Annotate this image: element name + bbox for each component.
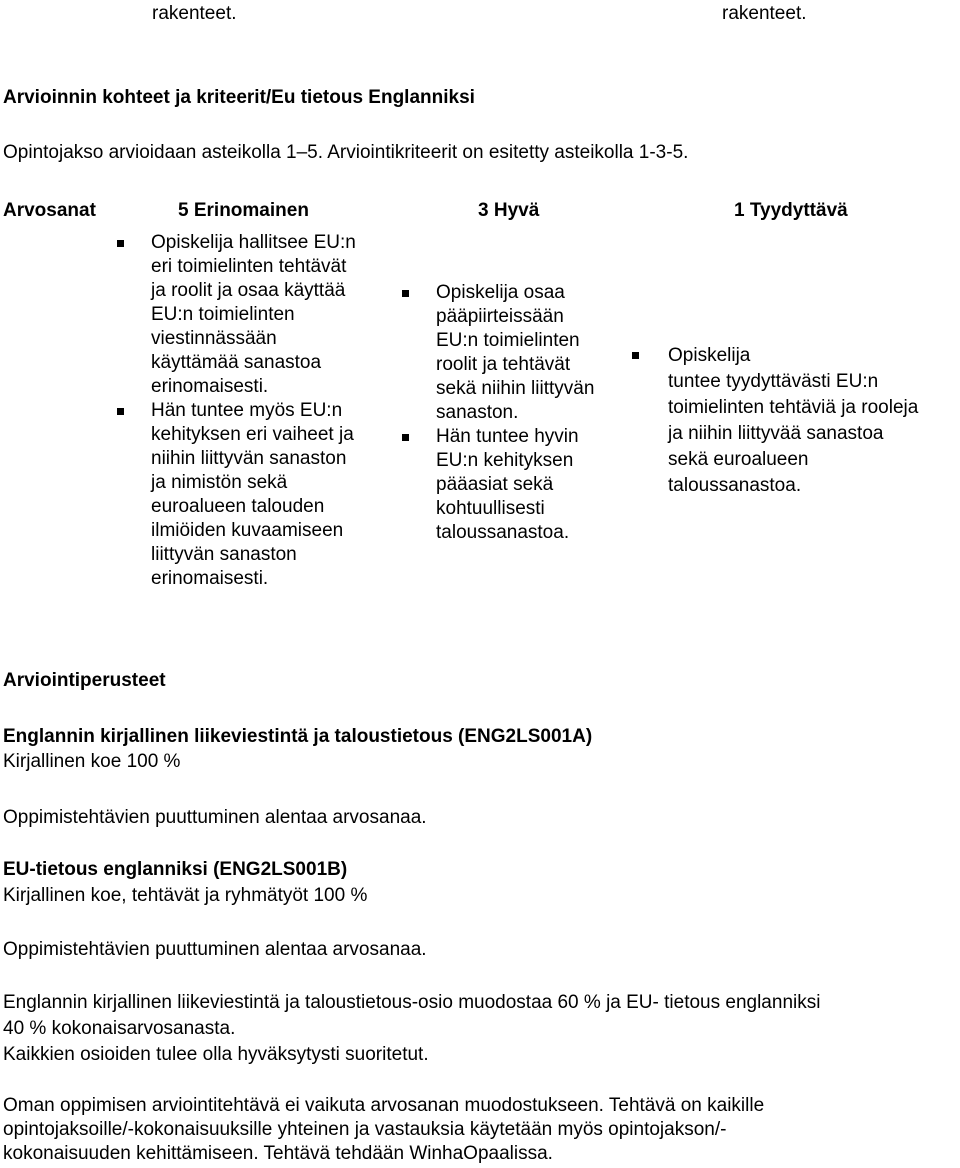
bullet-icon bbox=[402, 434, 409, 441]
course-1-assessment: Kirjallinen koe 100 % bbox=[3, 751, 181, 772]
grade-5-header: 5 Erinomainen bbox=[178, 200, 309, 221]
grade-1-header: 1 Tyydyttävä bbox=[734, 200, 848, 221]
grade-3-header: 3 Hyvä bbox=[478, 200, 540, 221]
list-item bbox=[402, 425, 622, 545]
grade-3-criteria bbox=[402, 281, 622, 545]
list-item bbox=[632, 343, 957, 499]
bullet-icon bbox=[402, 290, 409, 297]
list-item bbox=[117, 399, 417, 591]
bullet-icon bbox=[117, 408, 124, 415]
criteria-text: Opiskelija hallitsee EU:n eri toimielinten tehtävät ja roolit ja osaa käyttää EU:n toimielinten viestinnässään käyttämää sanastoa erinomaisesti. bbox=[151, 232, 356, 397]
grade-5-criteria bbox=[117, 231, 417, 591]
bullet-icon bbox=[117, 240, 124, 247]
scale-sentence: Opintojakso arvioidaan asteikolla 1–5. Arviointikriteerit on esitetty asteikolla 1-3-5. bbox=[3, 142, 689, 163]
top-line-left: rakenteet. bbox=[152, 3, 237, 24]
list-item bbox=[117, 231, 417, 399]
course-2-assessment: Kirjallinen koe, tehtävät ja ryhmätyöt 100 % bbox=[3, 885, 368, 906]
course-2-title: EU-tietous englanniksi (ENG2LS001B) bbox=[3, 859, 348, 880]
grades-label: Arvosanat bbox=[3, 200, 96, 221]
course-1-title: Englannin kirjallinen liikeviestintä ja taloustietous (ENG2LS001A) bbox=[3, 726, 593, 747]
self-assessment-paragraph: Oman oppimisen arviointitehtävä ei vaikuta arvosanan muodostukseen. Tehtävä on kaikille opintojaksoille/-kokonaisuuksille yhteinen ja vastauksia käytetään myös opintojakson/- kokonaisuuden kehittämiseen. Tehtävä tehdään WinhaOpaalissa. bbox=[3, 1095, 765, 1164]
heading-criteria: Arvioinnin kohteet ja kriteerit/Eu tietous Englanniksi bbox=[3, 87, 475, 108]
course-1-note: Oppimistehtävien puuttuminen alentaa arvosanaa. bbox=[3, 807, 427, 828]
heading-basis: Arviointiperusteet bbox=[3, 670, 166, 691]
criteria-text: Opiskelija tuntee tyydyttävästi EU:n toimielinten tehtäviä ja rooleja ja niihin liittyvää sanastoa sekä euroalueen taloussanastoa. bbox=[668, 345, 919, 496]
criteria-text: Hän tuntee myös EU:n kehityksen eri vaiheet ja niihin liittyvän sanaston ja nimistön sekä euroalueen talouden ilmiöiden kuvaamiseen liittyvän sanaston erinomaisesti. bbox=[151, 400, 354, 589]
criteria-text: Opiskelija osaa pääpiirteissään EU:n toimielinten roolit ja tehtävät sekä niihin liittyvän sanaston. bbox=[436, 282, 595, 423]
weighting-paragraph: Englannin kirjallinen liikeviestintä ja taloustietous-osio muodostaa 60 % ja EU- tietous englanniksi 40 % kokonaisarvosanasta. Kaikkien osioiden tulee olla hyväksytysti suoritetut. bbox=[3, 992, 821, 1065]
course-2-note: Oppimistehtävien puuttuminen alentaa arvosanaa. bbox=[3, 939, 427, 960]
grade-1-criteria bbox=[632, 343, 957, 499]
top-line-right: rakenteet. bbox=[722, 3, 807, 24]
list-item bbox=[402, 281, 622, 425]
criteria-text: Hän tuntee hyvin EU:n kehityksen pääasiat sekä kohtuullisesti taloussanastoa. bbox=[436, 426, 579, 543]
bullet-icon bbox=[632, 352, 639, 359]
